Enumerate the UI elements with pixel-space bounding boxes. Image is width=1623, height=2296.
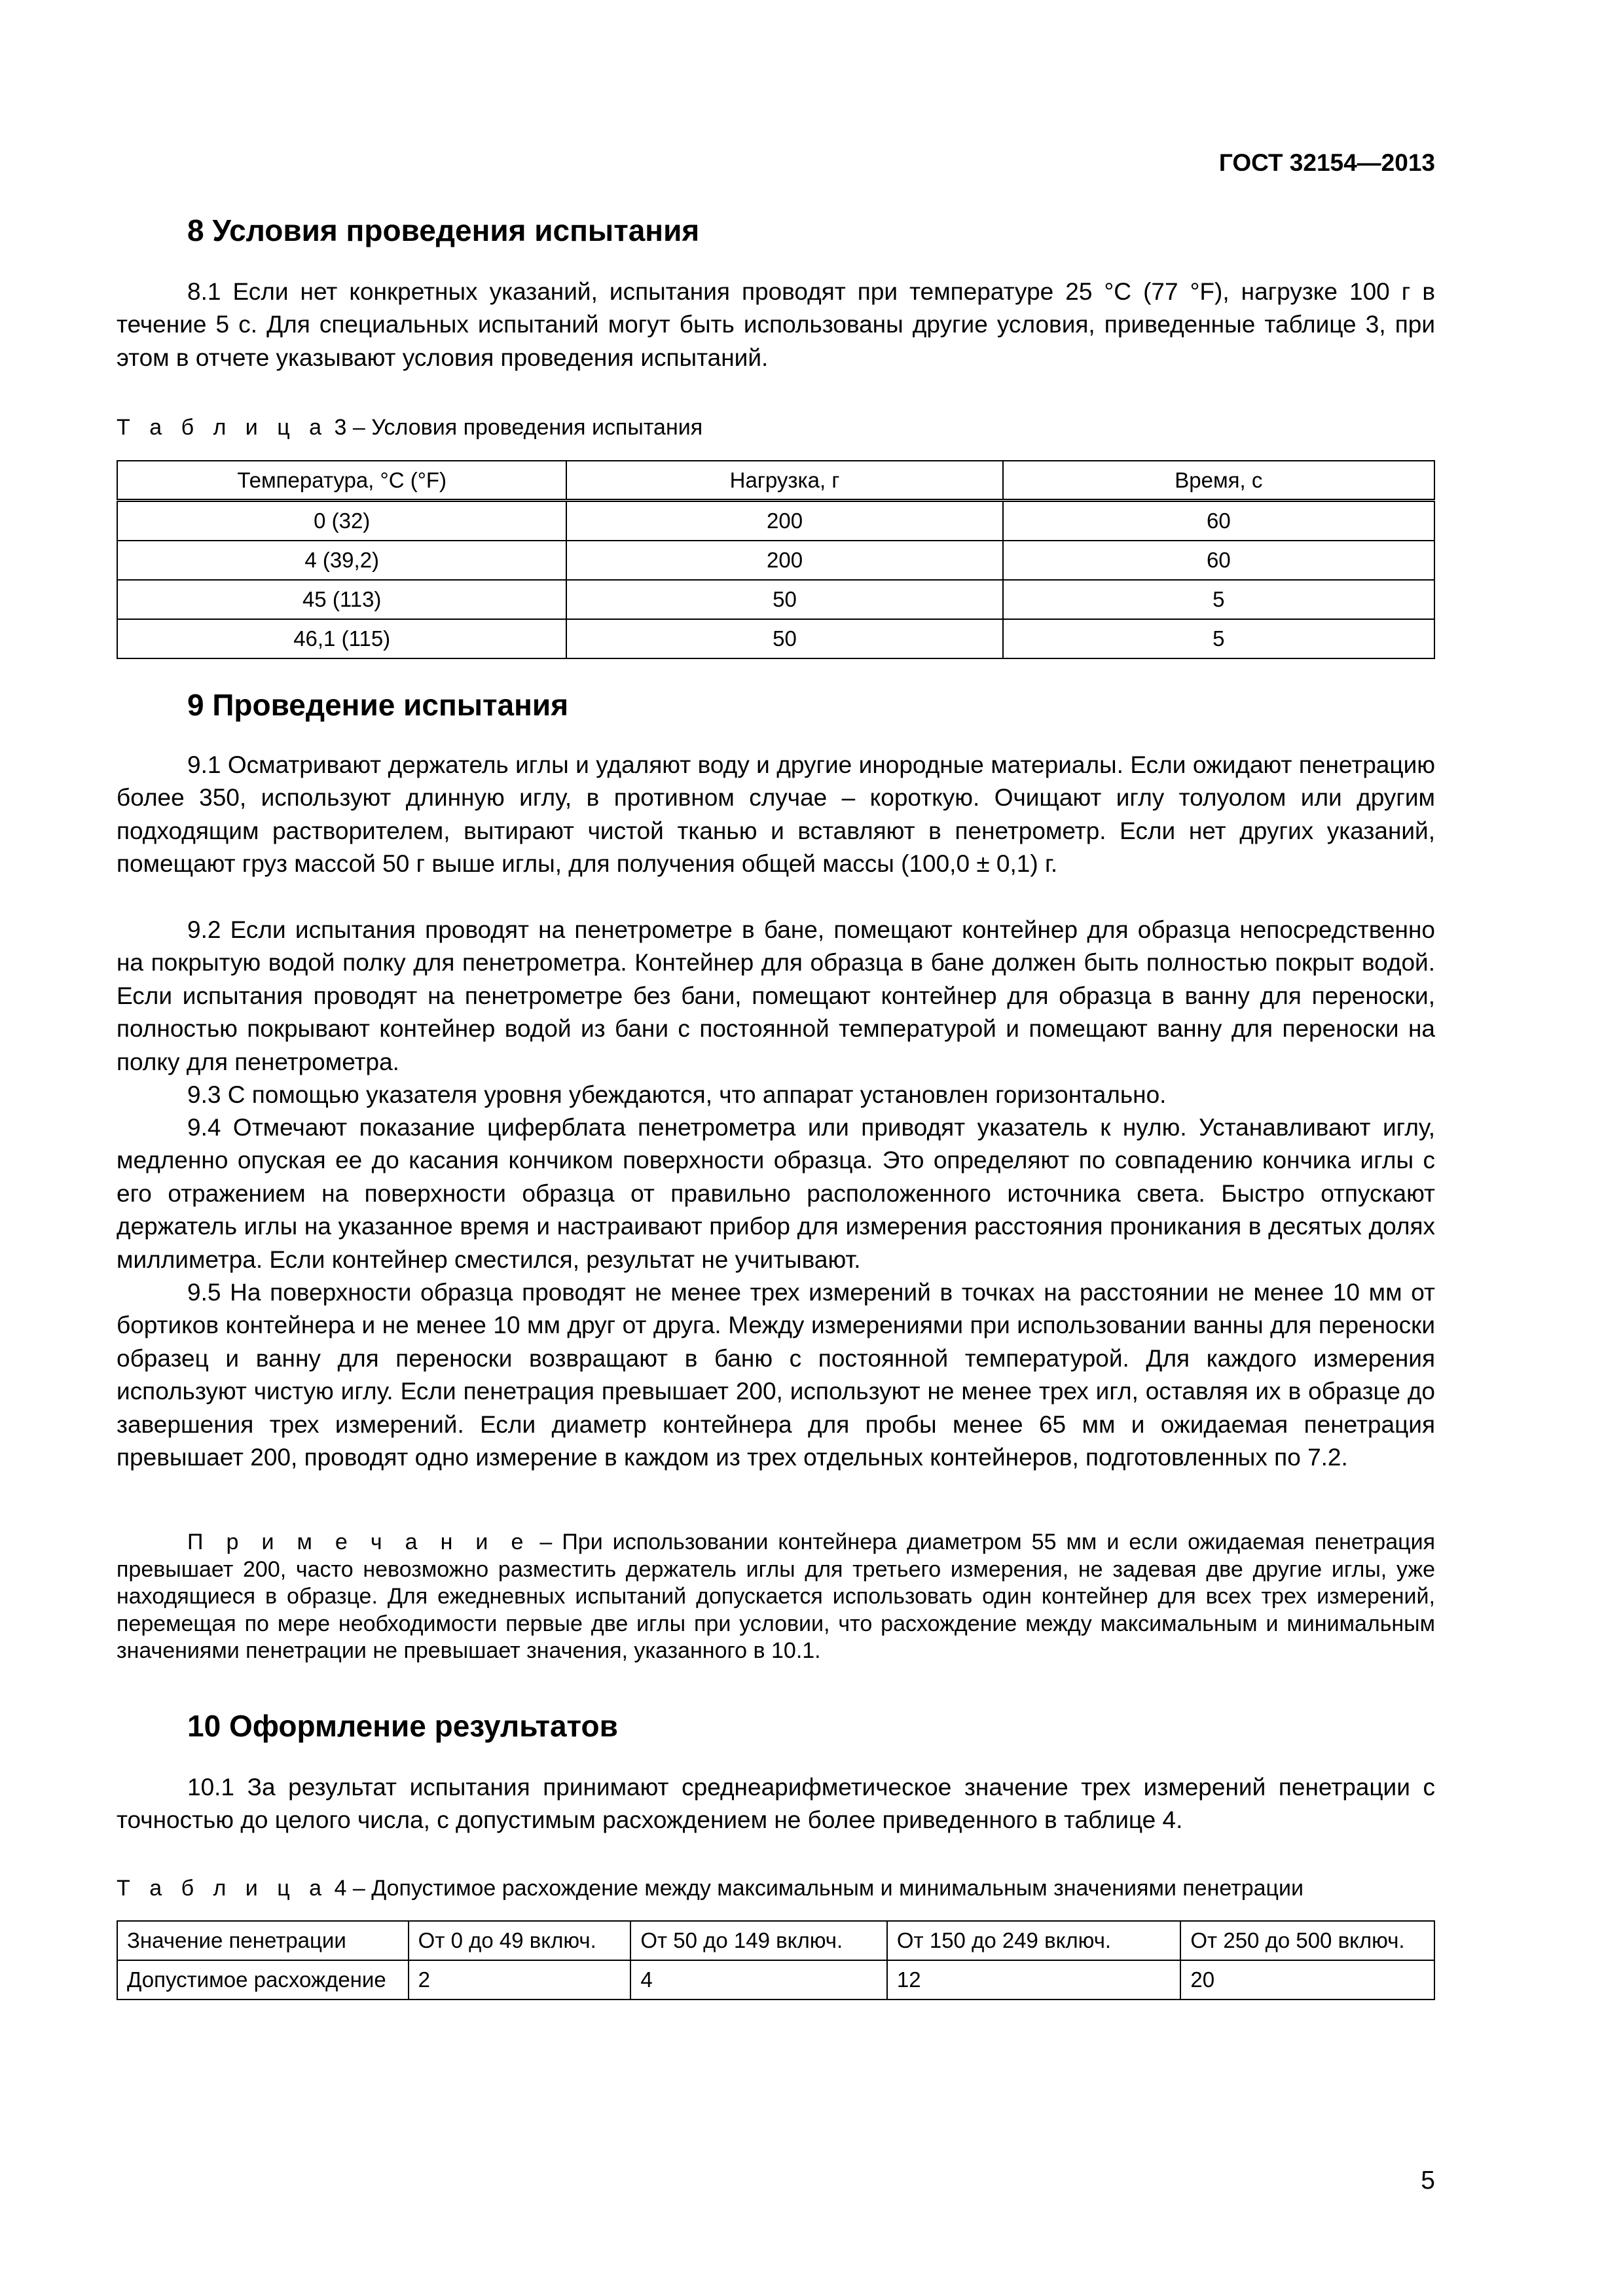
table-row	[117, 580, 1434, 619]
table-cell: 0 (32)	[117, 501, 566, 541]
note-prefix: П р и м е ч а н и е	[187, 1530, 530, 1554]
table-cell: От 50 до 149 включ.	[630, 1921, 887, 1960]
table-4-caption-text: 4 – Допустимое расхождение между максимальным и минимальным значениями пенетрации	[334, 1876, 1304, 1901]
table-cell: 5	[1003, 619, 1434, 658]
paragraph-9-3: 9.3 С помощью указателя уровня убеждаются, что аппарат установлен горизонтально.	[187, 1081, 1167, 1108]
header-cell: Время, с	[1003, 461, 1434, 501]
table-cell: 60	[1003, 501, 1434, 541]
section-8-heading: 8 Условия проведения испытания	[187, 213, 700, 247]
table-cell: 200	[566, 501, 1002, 541]
table-cell: Допустимое расхождение	[117, 1960, 409, 2000]
paragraph-10-1: 10.1 За результат испытания принимают среднеарифметическое значение трех измерений пенетрации с точностью до целого числа, с допустимым расхождением не более приведенного в таблице 4.	[117, 1774, 1435, 1834]
section-9-heading: 9 Проведение испытания	[187, 688, 569, 722]
table-cell: Значение пенетрации	[117, 1921, 409, 1960]
table-row	[117, 541, 1434, 580]
table-cell: От 250 до 500 включ.	[1180, 1921, 1434, 1960]
table-3-caption-prefix: Т а б л и ц а	[117, 415, 329, 440]
table-row	[117, 1921, 1434, 1960]
table-cell: 2	[409, 1960, 631, 2000]
table-cell: 200	[566, 541, 1002, 580]
note	[117, 1529, 1435, 1665]
table-3-caption	[117, 415, 1435, 440]
table-cell: 46,1 (115)	[117, 619, 566, 658]
table-cell: 50	[566, 619, 1002, 658]
paragraph-8-1: 8.1 Если нет конкретных указаний, испытания проводят при температуре 25 °С (77 °F), нагрузке 100 г в течение 5 с. Для специальных испытаний могут быть использованы другие условия, приведенные таблице 3, при этом в отчете указывают условия проведения испытаний.	[117, 278, 1435, 371]
page-number: 5	[1421, 2166, 1435, 2195]
section-10-heading: 10 Оформление результатов	[187, 1709, 618, 1743]
table-3-caption-text: 3 – Условия проведения испытания	[334, 415, 703, 440]
table-4-caption	[117, 1876, 1435, 1901]
table-cell: 4 (39,2)	[117, 541, 566, 580]
table-cell: 5	[1003, 580, 1434, 619]
note-text: – При использовании контейнера диаметром 55 мм и если ожидаемая пенетрация превышает 200, часто невозможно разместить держатель иглы для третьего измерения, не задевая две другие иглы, уже находящиеся в образце. Для ежедневных испытаний допускается использовать один контейнер для всех трех измерений, перемещая по мере необходимости первые две иглы при условии, что расхождение между максимальным и минимальным значениями пенетрации не превышает значения, указанного в 10.1.	[117, 1530, 1435, 1663]
table-cell: 50	[566, 580, 1002, 619]
paragraph-9-4: 9.4 Отмечают показание циферблата пенетрометра или приводят указатель к нулю. Устанавливают иглу, медленно опуская ее до касания кончиком поверхности образца. Это определяют по совпадению кончика иглы с его отражением на поверхности образца от правильно расположенного источника света. Быстро отпускают держатель иглы на указанное время и настраивают прибор для измерения расстояния проникания в десятых долях миллиметра. Если контейнер сместился, результат не учитывают.	[117, 1114, 1435, 1273]
table-cell: 45 (113)	[117, 580, 566, 619]
table-cell: 12	[887, 1960, 1181, 2000]
table-cell: 4	[630, 1960, 887, 2000]
table-cell: От 0 до 49 включ.	[409, 1921, 631, 1960]
table-cell: От 150 до 249 включ.	[887, 1921, 1181, 1960]
table-4-caption-prefix: Т а б л и ц а	[117, 1876, 329, 1901]
table-3	[117, 460, 1435, 659]
document-id: ГОСТ 32154—2013	[1218, 149, 1435, 176]
paragraph-9-1: 9.1 Осматривают держатель иглы и удаляют воду и другие инородные материалы. Если ожидают пенетрацию более 350, используют длинную иглу, в противном случае – короткую. Очищают иглу толуолом или другим подходящим растворителем, вытирают чистой тканью и вставляют в пенетрометр. Если нет других указаний, помещают груз массой 50 г выше иглы, для получения общей массы (100,0 ± 0,1) г.	[117, 751, 1435, 878]
header-cell: Температура, °С (°F)	[117, 461, 566, 501]
paragraph-9-5: 9.5 На поверхности образца проводят не менее трех измерений в точках на расстоянии не менее 10 мм от бортиков контейнера и не менее 10 мм друг от друга. Между измерениями при использовании ванны для переноски образец и ванну для переноски возвращают в баню с постоянной температурой. Для каждого измерения используют чистую иглу. Если пенетрация превышает 200, используют не менее трех игл, оставляя их в образце до завершения трех измерений. Если диаметр контейнера для пробы менее 65 мм и ожидаемая пенетрация превышает 200, проводят одно измерение в каждом из трех отдельных контейнеров, подготовленных по 7.2.	[117, 1279, 1435, 1471]
table-cell: 60	[1003, 541, 1434, 580]
table-cell: 20	[1180, 1960, 1434, 2000]
table-row	[117, 501, 1434, 541]
table-4	[117, 1920, 1435, 2000]
table-header-row	[117, 461, 1434, 501]
header-cell: Нагрузка, г	[566, 461, 1002, 501]
table-row	[117, 619, 1434, 658]
table-row	[117, 1960, 1434, 2000]
paragraph-9-2: 9.2 Если испытания проводят на пенетрометре в бане, помещают контейнер для образца непосредственно на покрытую водой полку для пенетрометра. Контейнер для образца в бане должен быть полностью покрыт водой. Если испытания проводят на пенетрометре без бани, помещают контейнер для образца в ванну для переноски, полностью покрывают контейнер водой из бани с постоянной температурой и помещают ванну для переноски на полку для пенетрометра.	[117, 916, 1435, 1075]
